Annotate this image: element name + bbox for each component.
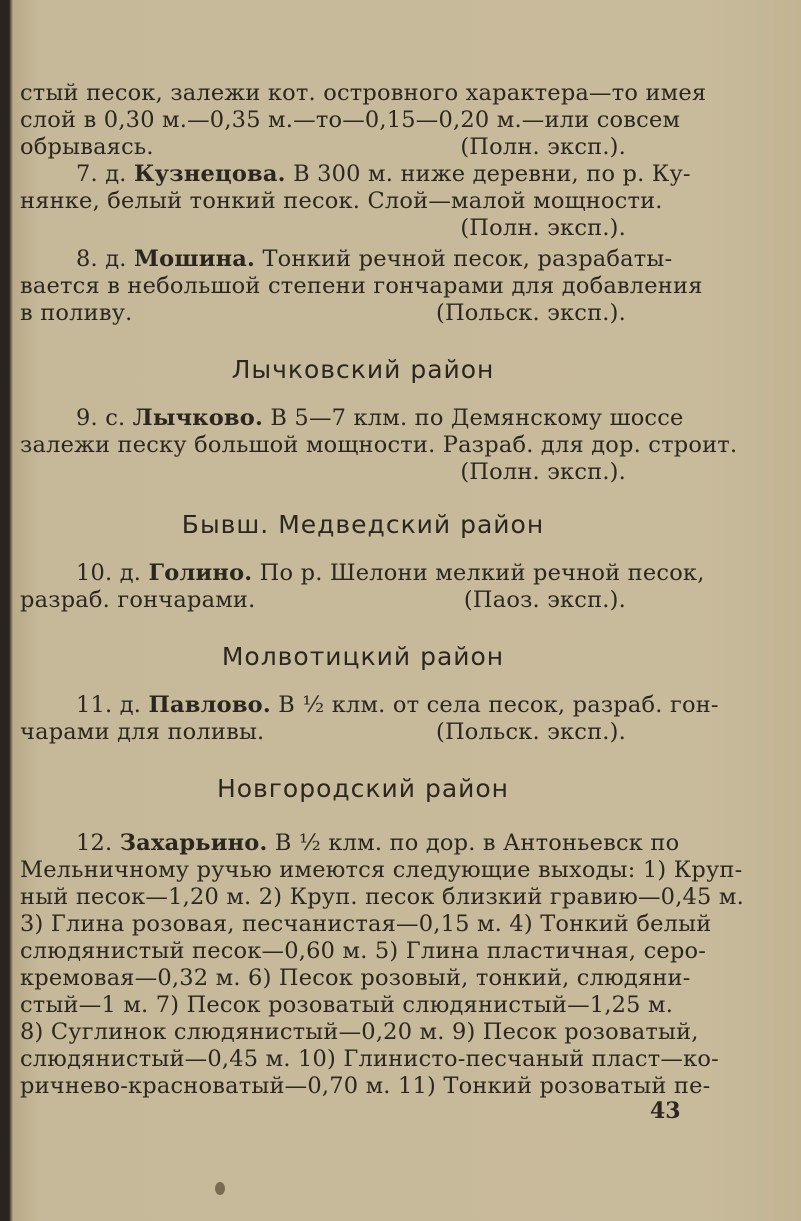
- text-line: стый—1 м. 7) Песок розоватый слюдянистый—1,25 м.: [20, 992, 674, 1018]
- place-name: Павлово.: [148, 692, 271, 718]
- entry-number: 7. д.: [76, 161, 127, 187]
- place-name: Лычково.: [132, 405, 263, 431]
- text-line: слой в 0,30 м.—0,35 м.—то—0,15—0,20 м.—или совсем: [20, 107, 681, 133]
- section-heading: Лычковский район: [231, 355, 495, 384]
- text-line: слюдянистый—0,45 м. 10) Глинисто-песчаный пласт—ко-: [20, 1046, 719, 1072]
- entry-text: В 5—7 клм. по Демянскому шоссе: [270, 405, 684, 431]
- text-line: слюдянистый песок—0,60 м. 5) Глина пластичная, серо-: [20, 938, 707, 964]
- text-fragment: чарами для поливы.: [20, 719, 265, 745]
- page-number: 43: [650, 1098, 681, 1124]
- text-fragment: обрываясь.: [20, 134, 154, 160]
- entry-text: Тонкий речной песок, разрабаты-: [262, 246, 673, 272]
- place-name: Голино.: [148, 560, 253, 586]
- text-line: залежи песку большой мощности. Разраб. для дор. строит.: [20, 432, 738, 458]
- entry-text: В 300 м. ниже деревни, по р. Ку-: [293, 161, 691, 187]
- entry-number: 8. д.: [76, 246, 127, 272]
- entry-11-heading: [20, 692, 719, 719]
- section-heading: Молвотицкий район: [221, 642, 505, 671]
- entry-number: 11. д.: [76, 692, 142, 718]
- source-reference: (Польск. эксп.).: [435, 300, 626, 326]
- entry-number: 12.: [76, 830, 113, 856]
- text-line: стый песок, залежи кот. островного характера—то имея: [20, 80, 707, 106]
- section-heading: Новгородский район: [216, 774, 510, 803]
- source-reference: (Полн. эксп.).: [460, 215, 626, 241]
- text-line: [20, 300, 696, 327]
- source-reference: (Польск. эксп.).: [435, 719, 626, 745]
- text-fragment: разраб. гончарами.: [20, 587, 256, 613]
- text-line: 8) Суглинок слюдянистый—0,20 м. 9) Песок розоватый,: [20, 1019, 699, 1045]
- text-line: [20, 719, 696, 746]
- place-name: Мошина.: [134, 246, 256, 272]
- source-reference: (Полн. эксп.).: [460, 134, 626, 160]
- source-reference: (Паоз. эксп.).: [463, 587, 626, 613]
- source-reference: (Полн. эксп.).: [460, 459, 626, 485]
- text-line: кремовая—0,32 м. 6) Песок розовый, тонкий, слюдяни-: [20, 965, 691, 991]
- text-line: [20, 587, 696, 614]
- text-line: ный песок—1,20 м. 2) Круп. песок близкий гравию—0,45 м.: [20, 884, 744, 910]
- text-line: нянке, белый тонкий песок. Слой—малой мощности.: [20, 188, 663, 214]
- text-line: Мельничному ручью имеются следующие выходы: 1) Круп-: [20, 857, 743, 883]
- section-heading: Бывш. Медведский район: [181, 510, 545, 539]
- text-fragment: в поливу.: [20, 300, 133, 326]
- entry-12-heading: [20, 830, 696, 857]
- text-line: вается в небольшой степени гончарами для добавления: [20, 273, 703, 299]
- entry-text: В ½ клм. по дор. в Антоньевск по: [274, 830, 680, 856]
- place-name: Кузнецова.: [134, 161, 286, 187]
- place-name: Захарьино.: [119, 830, 268, 856]
- page-content: [20, 80, 744, 1100]
- text-line: 3) Глина розовая, песчанистая—0,15 м. 4) Тонкий белый: [20, 911, 712, 937]
- ink-spot: [215, 1182, 225, 1195]
- entry-number: 9. с.: [76, 405, 126, 431]
- entry-8-heading: [20, 246, 696, 273]
- entry-10-heading: [20, 560, 705, 587]
- text-line: [20, 134, 696, 161]
- entry-text: По р. Шелони мелкий речной песок,: [259, 560, 705, 586]
- entry-number: 10. д.: [76, 560, 142, 586]
- entry-7-heading: [20, 161, 696, 188]
- entry-text: В ½ клм. от села песок, разраб. гон-: [278, 692, 719, 718]
- entry-9-heading: [20, 405, 696, 432]
- text-line: ричнево-красноватый—0,70 м. 11) Тонкий розоватый пе-: [20, 1073, 711, 1099]
